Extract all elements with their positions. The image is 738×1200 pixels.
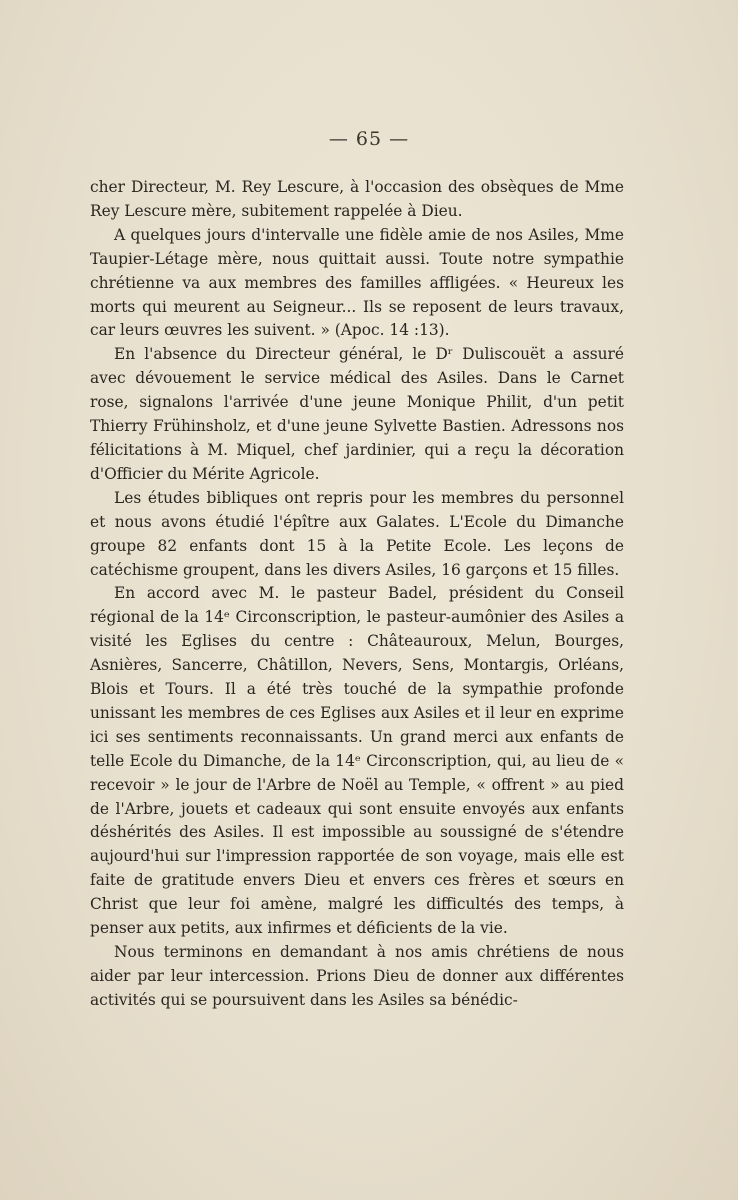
paragraph-1: cher Directeur, M. Rey Lescure, à l'occasion des obsèques de Mme Rey Lescure mère, subitement rappelée à Dieu. [90,178,624,220]
body-text [90,176,624,1013]
paragraph-6: Nous terminons en demandant à nos amis chrétiens de nous aider par leur intercession. Prions Dieu de donner aux différentes activités qui se poursuivent dans les Asiles sa bénédic- [90,943,624,1009]
paragraph-3: En l'absence du Directeur général, le Dʳ Duliscouët a assuré avec dévouement le service médical des Asiles. Dans le Carnet rose, signalons l'arrivée d'une jeune Monique Philit, d'un petit Thierry Frühinsholz, et d'une jeune Sylvette Bastien. Adressons nos félicitations à M. Miquel, chef jardinier, qui a reçu la décoration d'Officier du Mérite Agricole. [90,345,624,483]
paragraph-2: A quelques jours d'intervalle une fidèle amie de nos Asiles, Mme Taupier-Létage mère, nous quittait aussi. Toute notre sympathie chrétienne va aux membres des familles affligées. « Heureux les morts qui meurent au Seigneur... Ils se reposent de leurs travaux, car leurs œuvres les suivent. » (Apoc. 14 :13). [90,225,624,340]
paragraph-4: Les études bibliques ont repris pour les membres du personnel et nous avons étudié l'épître aux Galates. L'Ecole du Dimanche groupe 82 enfants dont 15 à la Petite Ecole. Les leçons de catéchisme groupent, dans les divers Asiles, 16 garçons et 15 filles. [90,488,624,579]
paragraph-5: En accord avec M. le pasteur Badel, président du Conseil régional de la 14ᵉ Circonscription, le pasteur-aumônier des Asiles a visité les Eglises du centre : Châteauroux, Melun, Bourges, Asnières, Sancerre, Châtillon, Nevers, Sens, Montargis, Orléans, Blois et Tours. Il a été très touché de la sympathie profonde unissant les membres de ces Eglises aux Asiles et il leur en exprime ici ses sentiments reconnaissants. Un grand merci aux enfants de telle Ecole du Dimanche, de la 14ᵉ Circonscription, qui, au lieu de « recevoir » le jour de l'Arbre de Noël au Temple, « offrent » au pied de l'Arbre, jouets et cadeaux qui sont ensuite envoyés aux enfants déshérités des Asiles. Il est impossible au soussigné de s'étendre aujourd'hui sur l'impression rapportée de son voyage, mais elle est faite de gratitude envers Dieu et envers ces frères et sœurs en Christ que leur foi amène, malgré les difficultés des temps, à penser aux petits, aux infirmes et déficients de la vie. [90,584,624,938]
page-number: — 65 — [328,128,410,150]
